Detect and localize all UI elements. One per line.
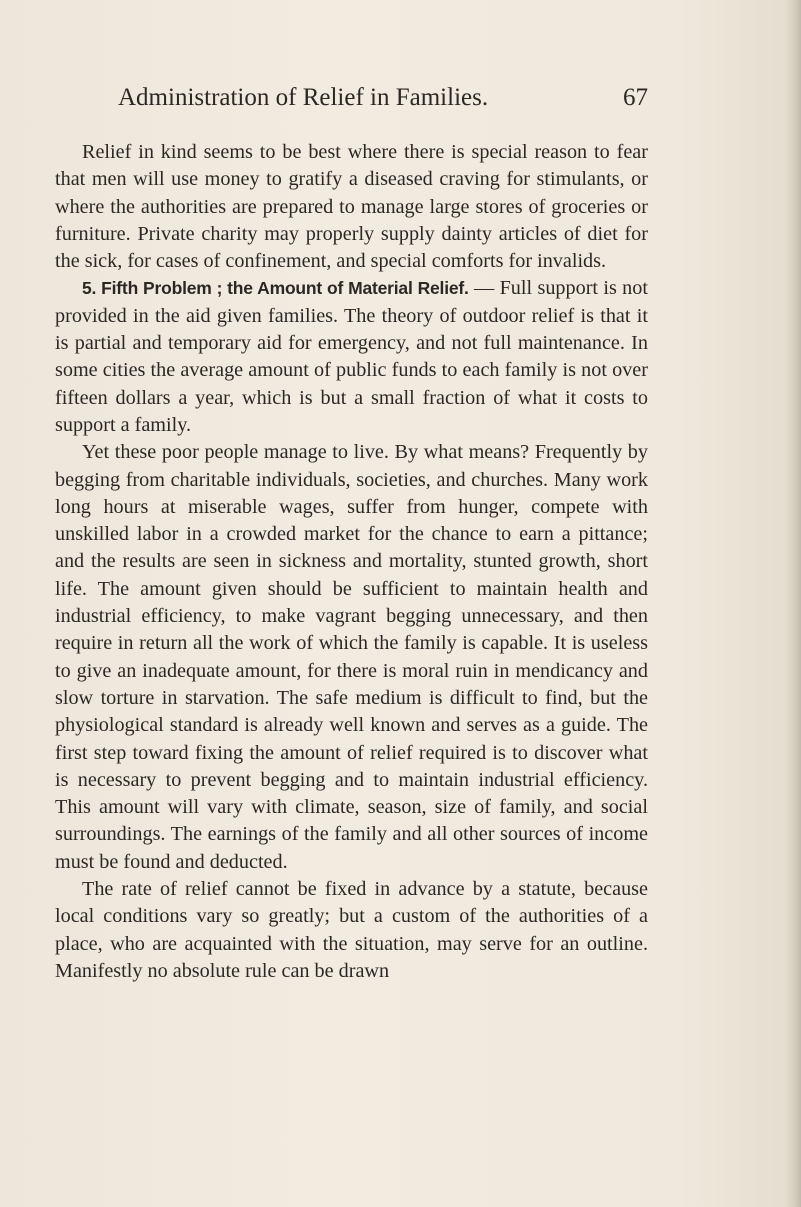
paragraph — [55, 876, 648, 985]
paragraph — [55, 275, 648, 439]
page-number: 67 — [623, 84, 648, 111]
paragraph — [55, 139, 648, 275]
paragraph-text: Yet these poor people manage to live. By what means? Frequently by begging from charitable individuals, societies, and churches. Many work long hours at miserable wages, suffer from hunger, compete with unskilled labor in a crowded market for the chance to earn a pittance; and the results are seen in sickness and mortality, stunted growth, short life. The amount given should be sufficient to maintain health and industrial efficiency, to make vagrant begging unnecessary, and then require in return all the work of which the family is capable. It is useless to give an inadequate amount, for there is moral ruin in mendicancy and slow torture in starvation. The safe medium is difficult to find, but the physiological standard is already well known and serves as a guide. The first step toward fixing the amount of relief required is to discover what is necessary to prevent begging and to maintain industrial efficiency. This amount will vary with climate, season, size of family, and social surroundings. The earnings of the family and all other sources of income must be found and deducted. — [55, 441, 648, 873]
paragraph-text: — Full support is not provided in the aid given families. The theory of outdoor relief is that it is partial and temporary aid for emergency, and not full maintenance. In some cities the average amount of public funds to each family is not over fifteen dollars a year, which is but a small fraction of what it costs to support a family. — [55, 277, 648, 436]
paragraph — [55, 439, 648, 876]
running-head — [118, 80, 648, 116]
paragraph-text: Relief in kind seems to be best where there is special reason to fear that men will use money to gratify a diseased craving for stimulants, or where the authorities are prepared to manage large stores of groceries or furniture. Private charity may properly supply dainty articles of diet for the sick, for cases of confinement, and special comforts for invalids. — [55, 141, 648, 273]
paragraph-text: The rate of relief cannot be fixed in advance by a statute, because local conditions vary so greatly; but a custom of the authorities of a place, who are acquainted with the situation, may serve for an outline. Manifestly no absolute rule can be drawn — [55, 878, 648, 982]
page-edge-shadow — [785, 0, 801, 1207]
section-heading: 5. Fifth Problem ; the Amount of Material Relief. — [82, 278, 469, 299]
body-text — [55, 139, 648, 985]
running-title: Administration of Relief in Families. — [118, 84, 489, 111]
